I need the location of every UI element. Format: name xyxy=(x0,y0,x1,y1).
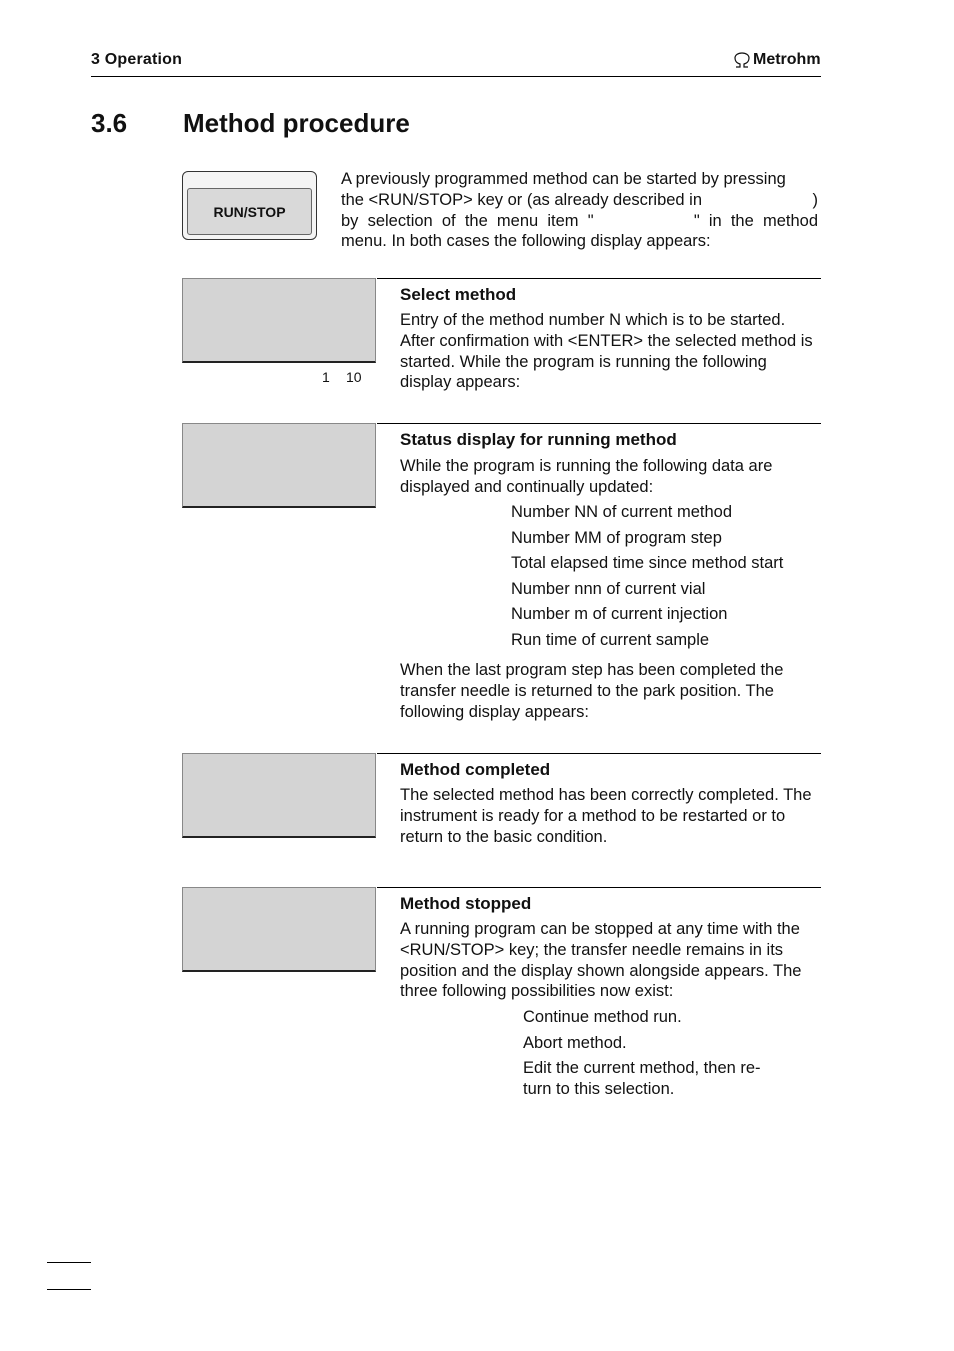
section-title: Method procedure xyxy=(183,108,410,138)
intro-line-2: the <RUN/STOP> key or (as already described in xyxy=(341,190,703,209)
list-item: Run time of current sample xyxy=(511,631,710,649)
intro-line-3a: by selection of the menu item " xyxy=(341,211,594,230)
display-panel-stopped xyxy=(182,887,376,972)
range-max: 10 xyxy=(346,369,362,385)
intro-line-4: menu. In both cases the following display appears: xyxy=(341,232,711,251)
brand-name: Metrohm xyxy=(753,51,821,68)
block-text-completed: The selected method has been correctly completed. The instrument is ready for a method to be restarted or to return to the basic condition. xyxy=(400,786,812,846)
brand-logo xyxy=(733,51,821,69)
footer-rule xyxy=(47,1289,91,1290)
list-item: Total elapsed time since method start xyxy=(511,554,784,572)
run-stop-key xyxy=(182,171,317,240)
intro-line-2-end: ) xyxy=(812,190,818,209)
section-number: 3.6 xyxy=(91,108,128,138)
block-title-select-method: Select method xyxy=(400,285,517,304)
block-title-stopped: Method stopped xyxy=(400,894,532,913)
display-panel-status xyxy=(182,423,376,508)
footer-rule xyxy=(47,1262,91,1263)
block-text-stopped: A running program can be stopped at any time with the <RUN/STOP> key; the transfer needle remains in its position and the display shown alongside appears. The three following possibilities now exist: xyxy=(400,920,802,1001)
intro-paragraph xyxy=(341,169,818,252)
display-panel-select-method xyxy=(182,278,376,363)
header-rule xyxy=(91,76,821,77)
range-min: 1 xyxy=(322,369,330,385)
display-panel-completed xyxy=(182,753,376,838)
block-title-status: Status display for running method xyxy=(400,430,677,449)
block-text-select-method: Entry of the method number N which is to be started. After confirmation with <ENTER> the selected method is started. While the program is running the following display appears: xyxy=(400,311,813,392)
block-rule xyxy=(377,423,821,424)
block-text-status: While the program is running the following data are displayed and continually updated: xyxy=(400,457,773,496)
list-item: Number nnn of current vial xyxy=(511,580,706,598)
intro-line-3b: " in the method xyxy=(693,211,818,230)
block-rule xyxy=(377,887,821,888)
list-item: Abort method. xyxy=(523,1034,627,1052)
list-item: Edit the current method, then re- turn to this selection. xyxy=(523,1059,761,1098)
block-text-status-after: When the last program step has been completed the transfer needle is returned to the park position. The following display appears: xyxy=(400,661,784,721)
list-item: Number m of current injection xyxy=(511,605,728,623)
omega-logo-icon xyxy=(733,52,751,68)
intro-line-1: A previously programmed method can be started by pressing xyxy=(341,170,786,188)
block-rule xyxy=(377,753,821,754)
list-item: Continue method run. xyxy=(523,1008,682,1026)
block-title-completed: Method completed xyxy=(400,760,551,779)
run-stop-key-label: RUN/STOP xyxy=(187,188,312,235)
list-item: Number MM of program step xyxy=(511,529,722,547)
list-item: Number NN of current method xyxy=(511,503,733,521)
running-header-chapter: 3 Operation xyxy=(91,51,183,68)
block-rule xyxy=(377,278,821,279)
